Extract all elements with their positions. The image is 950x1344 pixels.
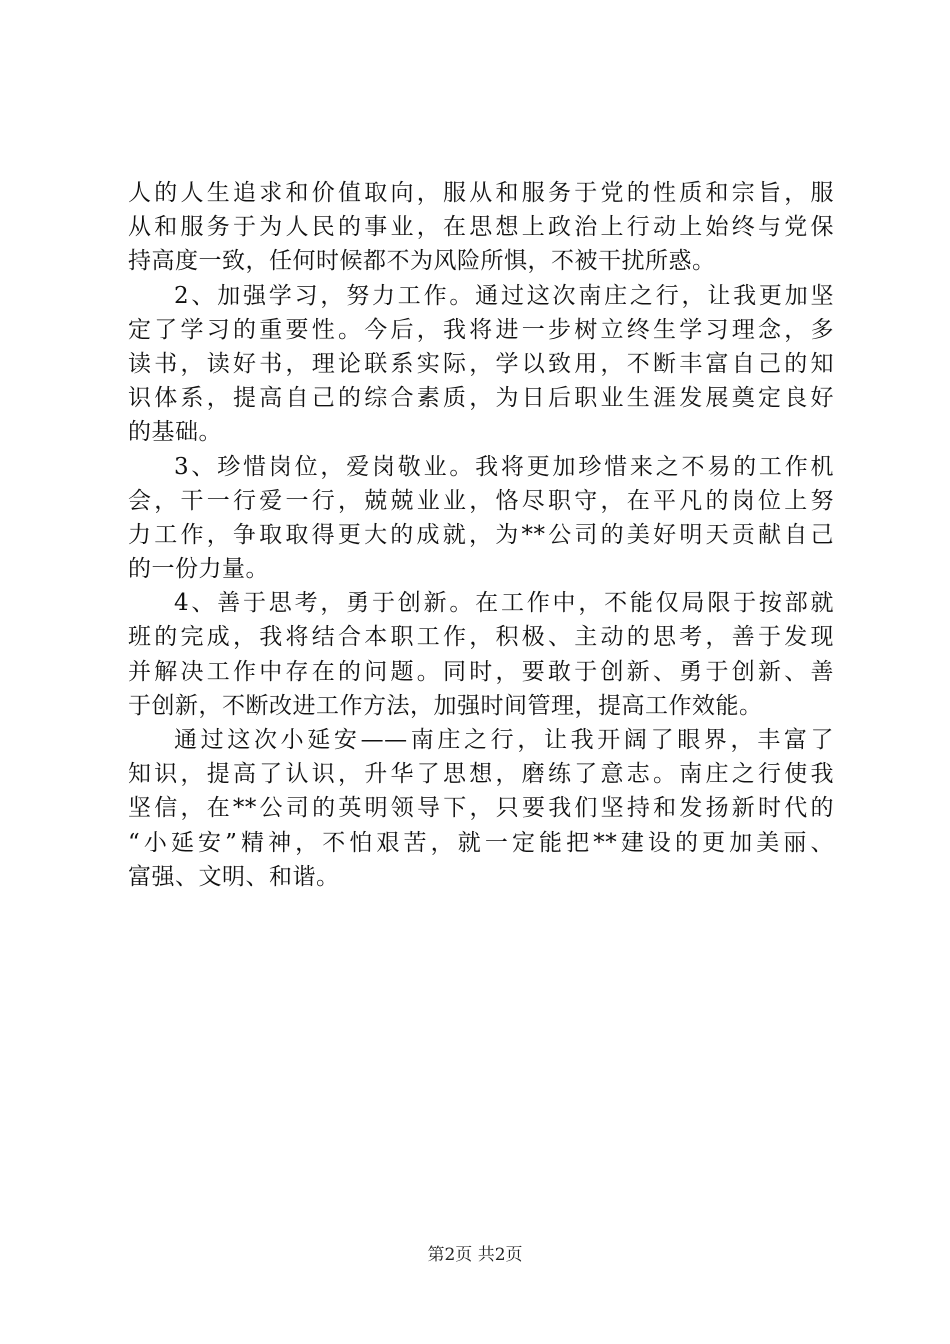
paragraph-line: 定了学习的重要性。今后，我将进一步树立终生学习理念，多 xyxy=(128,316,834,343)
paragraph-line: 于创新，不断改进工作方法，加强时间管理，提高工作效能。 xyxy=(128,692,763,719)
paragraph-line: 的基础。 xyxy=(128,419,222,446)
page-footer xyxy=(0,1244,950,1266)
paragraph-line: 会，干一行爱一行，兢兢业业，恪尽职守，在平凡的岗位上努 xyxy=(128,487,834,514)
paragraph-line: 人的人生追求和价值取向，服从和服务于党的性质和宗旨，服 xyxy=(128,180,834,206)
paragraph-line: 3、珍惜岗位，爱岗敬业。我将更加珍惜来之不易的工作机 xyxy=(174,453,834,480)
paragraph-line: 力工作，争取取得更大的成就，为**公司的美好明天贡献自己 xyxy=(128,521,834,548)
paragraph-line: 通过这次小延安——南庄之行，让我开阔了眼界，丰富了 xyxy=(174,727,834,753)
paragraph-line: 坚信，在**公司的英明领导下，只要我们坚持和发扬新时代的 xyxy=(128,795,834,822)
paragraph-line: “小延安”精神，不怕艰苦，就一定能把**建设的更加美丽、 xyxy=(128,829,834,856)
paragraph-line: 班的完成，我将结合本职工作，积极、主动的思考，善于发现 xyxy=(128,624,834,651)
paragraph-line: 读书，读好书，理论联系实际，学以致用，不断丰富自己的知 xyxy=(128,350,834,377)
paragraph-line: 从和服务于为人民的事业，在思想上政治上行动上始终与党保 xyxy=(128,214,834,241)
paragraph-line: 并解决工作中存在的问题。同时，要敢于创新、勇于创新、善 xyxy=(128,658,834,685)
document-body xyxy=(128,176,834,894)
paragraph-line: 知识，提高了认识，升华了思想，磨练了意志。南庄之行使我 xyxy=(128,761,834,788)
paragraph-line: 持高度一致，任何时候都不为风险所惧，不被干扰所惑。 xyxy=(128,248,716,275)
paragraph-line: 富强、文明、和谐。 xyxy=(128,863,340,890)
paragraph-line: 的一份力量。 xyxy=(128,556,269,583)
paragraph-line: 2、加强学习，努力工作。通过这次南庄之行，让我更加坚 xyxy=(174,282,834,309)
paragraph-line: 识体系，提高自己的综合素质，为日后职业生涯发展奠定良好 xyxy=(128,385,834,412)
paragraph-line: 4、善于思考，勇于创新。在工作中，不能仅局限于按部就 xyxy=(174,590,834,617)
page-number-indicator: 第2页 共2页 xyxy=(427,1245,523,1265)
